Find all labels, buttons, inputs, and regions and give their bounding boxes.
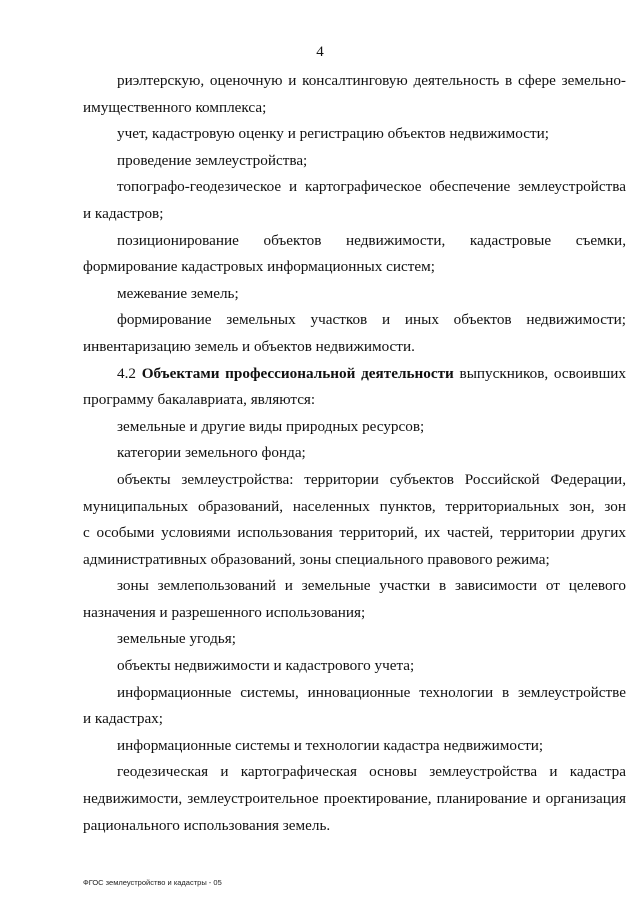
text-line: категории земельного фонда;	[117, 444, 306, 462]
footer-note: ФГОС землеустройство и кадастры - 05	[83, 878, 222, 887]
text-line: недвижимости, землеустроительное проектирование, планирование и организация	[83, 790, 626, 808]
text-line: и кадастрах;	[83, 710, 163, 728]
text-line: земельные угодья;	[117, 630, 236, 648]
text-line: межевание земель;	[117, 284, 239, 302]
text-line: геодезическая и картографическая основы землеустройства и кадастра	[117, 763, 626, 781]
section-rest: выпускников, освоивших	[459, 364, 627, 382]
document-body	[83, 68, 626, 839]
text-line: риэлтерскую, оценочную и консалтинговую деятельность в сфере земельно-	[117, 72, 626, 89]
text-line: формирование кадастровых информационных систем;	[83, 258, 435, 276]
text-line: учет, кадастровую оценку и регистрацию объектов недвижимости;	[117, 125, 549, 143]
text-line: и кадастров;	[83, 204, 164, 222]
text-line: информационные системы и технологии кадастра недвижимости;	[117, 736, 544, 754]
text-line: топографо-геодезическое и картографическое обеспечение землеустройства	[117, 178, 626, 196]
page-number: 4	[316, 44, 324, 60]
text-line: земельные и другие виды природных ресурсов;	[117, 417, 425, 435]
text-line: муниципальных образований, населенных пунктов, территориальных зон, зон	[83, 497, 626, 515]
text-line: инвентаризацию земель и объектов недвижимости.	[83, 337, 415, 355]
text-line: административных образований, зоны специального правового режима;	[83, 550, 550, 568]
text-line: проведение землеустройства;	[117, 151, 308, 169]
text-line: с особыми условиями использования территорий, их частей, территории других	[83, 524, 626, 542]
section-heading-line	[83, 361, 626, 388]
text-line: программу бакалавриата, являются:	[83, 391, 316, 409]
section-bold-phrase: Объектами профессиональной деятельности	[141, 364, 454, 382]
text-line: объекты землеустройства: территории субъектов Российской Федерации,	[117, 470, 626, 488]
text-line: позиционирование объектов недвижимости, кадастровые съемки,	[117, 231, 626, 249]
text-line: имущественного комплекса;	[83, 98, 267, 116]
text-line: формирование земельных участков и иных объектов недвижимости;	[117, 311, 626, 329]
text-line: рационального использования земель.	[83, 816, 331, 834]
text-line: объекты недвижимости и кадастрового учета;	[117, 657, 415, 675]
text-line: назначения и разрешенного использования;	[83, 603, 366, 621]
section-number: 4.2	[117, 364, 136, 382]
text-line: информационные системы, инновационные технологии в землеустройстве	[117, 683, 626, 701]
text-line: зоны землепользований и земельные участки в зависимости от целевого	[117, 577, 626, 595]
